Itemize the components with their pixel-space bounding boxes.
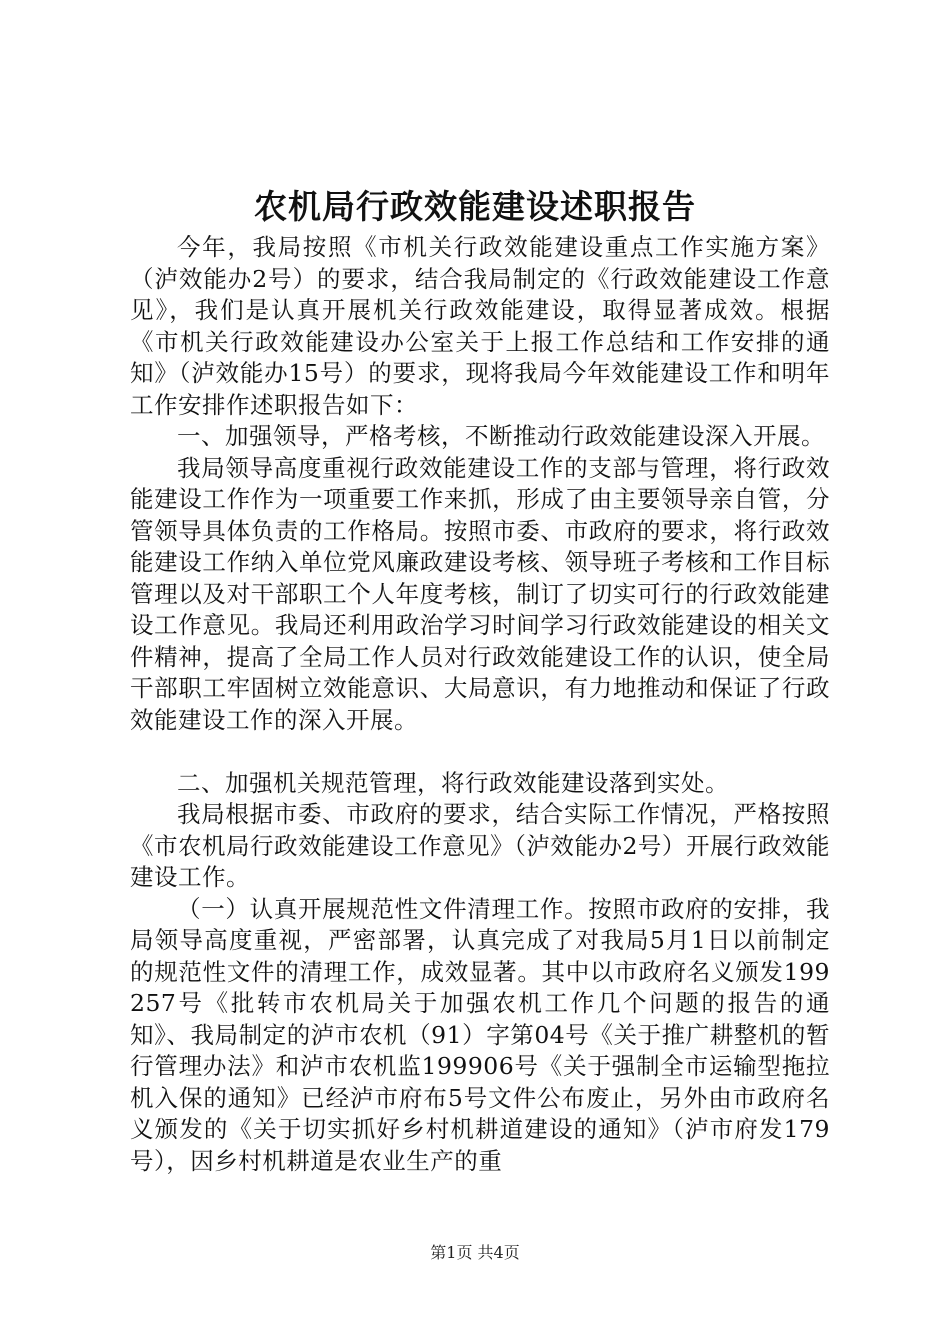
section-heading-2: 二、加强机关规范管理，将行政效能建设落到实处。: [177, 768, 729, 797]
section-2-paragraph: 我局根据市委、市政府的要求，结合实际工作情况，严格按照《市农机局行政效能建设工作意见》（泸效能办2号）开展行政效能建设工作。: [130, 800, 830, 891]
document-body: [130, 232, 830, 1177]
section-1-paragraph: 我局领导高度重视行政效能建设工作的支部与管理，将行政效能建设工作作为一项重要工作来抓，形成了由主要领导亲自管，分管领导具体负责的工作格局。按照市委、市政府的要求，将行政效能建设工作纳入单位党风廉政建设考核、领导班子考核和工作目标管理以及对干部职工个人年度考核，制订了切实可行的行政效能建设工作意见。我局还利用政治学习时间学习行政效能建设的相关文件精神，提高了全局工作人员对行政效能建设工作的认识，使全局干部职工牢固树立效能意识、大局意识，有力地推动和保证了行政效能建设工作的深入开展。: [130, 453, 830, 734]
paragraph-spacer: [130, 736, 830, 768]
section-heading-1: 一、加强领导，严格考核，不断推动行政效能建设深入开展。: [177, 422, 825, 450]
subsection-1-paragraph: （一）认真开展规范性文件清理工作。按照市政府的安排，我局领导高度重视，严密部署，认真完成了对我局5月1日以前制定的规范性文件的清理工作，成效显著。其中以市政府名义颁发199257号《批转市农机局关于加强农机工作几个问题的报告的通知》、我局制定的泸市农机（91）字第04号《关于推广耕整机的暂行管理办法》和泸市农机监199906号《关于强制全市运输型拖拉机入保的通知》已经泸市府布5号文件公布废止，另外由市政府名义颁发的《关于切实抓好乡村机耕道建设的通知》（泸市府发179号），因乡村机耕道是农业生产的重: [130, 894, 830, 1175]
page-number-footer: 第1页 共4页: [430, 1243, 520, 1262]
page-title: 农机局行政效能建设述职报告: [254, 187, 696, 226]
intro-paragraph: 今年，我局按照《市机关行政效能建设重点工作实施方案》（泸效能办2号）的要求，结合我局制定的《行政效能建设工作意见》，我们是认真开展机关行政效能建设，取得显著成效。根据《市机关行政效能建设办公室关于上报工作总结和工作安排的通知》（泸效能办15号）的要求，现将我局今年效能建设工作和明年工作安排作述职报告如下：: [130, 233, 830, 419]
